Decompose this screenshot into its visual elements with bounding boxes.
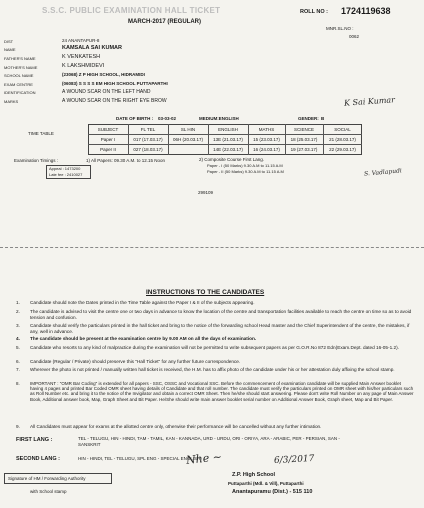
mnr-number: 0062 (349, 34, 360, 39)
officer-signature: S. Vadlapudi (363, 167, 403, 178)
timetable-header: SOCIAL (334, 127, 351, 132)
name-value: KAMSALA SAI KUMAR (62, 45, 122, 51)
marks-label: MARKS (4, 99, 19, 104)
name-label: NAME (4, 47, 16, 52)
timetable-cell: 19 (27.03.17) (290, 147, 318, 152)
roll-label: ROLL NO : (300, 9, 329, 15)
timetable-header: MATHS (258, 127, 275, 132)
timetable-paper: Paper II (100, 147, 116, 152)
timetable-label: TIME TABLE (28, 131, 54, 136)
father-label: FATHER'S NAME (4, 56, 36, 61)
first-lang-label: FIRST LANG : (16, 437, 53, 443)
timetable-cell: 18 (25.03.17) (290, 137, 318, 142)
timings-option2-paper1: Paper - I (50 Marks) 9.30 A.M to 11.15 A.M (207, 163, 283, 168)
timings-option2: 2) Composite Course First Lang. (199, 157, 265, 162)
school-label: SCHOOL NAME (4, 73, 34, 78)
timetable-header: SL HIN (180, 127, 196, 132)
roll-number: 1724119638 (341, 6, 391, 16)
timetable-header: ENGLISH (218, 127, 238, 132)
father-value: K VENKATESH (62, 54, 101, 60)
timings-option2-paper2: Paper - II (50 Marks) 9.30 A.M to 11.15 A.M (207, 169, 284, 174)
timetable-cell: 22 (29.03.17) (329, 147, 356, 152)
timetable-cell: 13E (21.03.17) (213, 137, 243, 142)
mother-label: MOTHER'S NAME (4, 65, 38, 70)
timetable-cell: 16 (24.03.17) (253, 147, 280, 152)
dob-label: DATE OF BIRTH : (116, 116, 154, 121)
appeal-line1: Appeal : 1473200 (49, 166, 81, 171)
timetable-cell: 06H (20.03.17) (172, 137, 204, 142)
timetable-header: SUBJECT (97, 127, 119, 132)
instruction-item: 2. The candidate is advised to visit the centre one or two days in advance to know the location of the centre and transportation facilities available to reach the centre on time so as to avoid tension and confusion. (16, 309, 412, 320)
centre-value: (06083) S S S S EM HIGH SCHOOL PUTTAPARTHI (62, 81, 168, 86)
instruction-item: 1. Candidate should note the Dates printed in the Time Table against the Paper I & II of the subjects appearing. (16, 300, 255, 305)
timetable-cell: 027 (18.03.17) (133, 147, 163, 152)
instruction-item: 6. Candidate (Regular / Private) should preserve this "Hall Ticket" for any further future correspondence. (16, 359, 241, 364)
timetable-header: FL TEL (140, 127, 156, 132)
hm-signature: Nhe ~ (185, 450, 223, 467)
handwritten-date: 6/3/2017 (273, 453, 315, 467)
marks-value: A WOUND SCAR ON THE RIGHT EYE BROW (62, 98, 167, 104)
identification-label: IDENTIFICATION (4, 90, 36, 95)
first-lang-value: TEL - TELUGU, HIN - HINDI, TAM - TAMIL, KAN - KANNADA, URD - URDU, ORI - ORIYA, ARA - ARABIC, PER - PERSIAN, SAN - SANSKRIT (78, 436, 340, 447)
timings-option1: 1) All Papers: 09.30 A.M. to 12.15 Noon (86, 158, 166, 163)
identification-value: A WOUND SCAR ON THE LEFT HAND (62, 89, 151, 95)
candidate-signature: K Sai Kumar (343, 95, 396, 108)
timetable-cell: 017 (17.03.17) (133, 137, 163, 142)
instruction-item: 9. All Candidates must appear for exams at the allotted centre only, otherwise their performance will be cancelled without any further intimation. (16, 424, 322, 429)
second-lang-label: SECOND LANG : (16, 456, 60, 462)
medium-label: MEDIUM:ENGLISH (199, 116, 239, 121)
mnr-label: MNR.SL.NO : (326, 26, 354, 31)
timetable-cell: 21 (28.03.17) (329, 137, 356, 142)
faded-header-title: S.S.C. PUBLIC EXAMINATION HALL TICKET (42, 6, 221, 15)
instruction-item: 8. IMPORTANT : "OMR Bar Coding" is extended for all papers - SSC, OSSC and Vocational SSC. Before the commencement of examination candidate will be supplied Main Answer booklet having 4 pages and printed Bar Coded OMR sheet having details of Candidate and that roll number. The candidate must verify the particulars printed on OMR sheet with his/her particulars such as Roll Number etc. and bring it to the notice of the Invigilator and obtain a correct OMR Sheet. Then he/she should start answering. Please don't write Roll Number on any page of Main Answer Book, Additional answer book, Map, Graph Sheet and Bit Paper. He/She should write main answer booklet serial number on Additional Answer Book, Graph sheet, Map and Bit Paper. (16, 381, 414, 402)
appeal-line2: Late fee : 2410027 (49, 172, 83, 177)
centre-label: EXAM CENTRE (4, 82, 33, 87)
dist-value: 24 ANANTAPUR-8 (62, 38, 100, 43)
tear-line (0, 247, 424, 248)
barcode-number: 299109 (198, 190, 214, 195)
instruction-item: 4. The candidate should be present at the examination centre by 9.00 AM on all the days of examination. (16, 336, 257, 341)
mother-value: K LAKSHMIDEVI (62, 63, 105, 69)
timings-label: Examination Timings : (14, 158, 59, 163)
stamp-line1: Z.P. High School (232, 472, 275, 478)
timetable-cell: 15 (23.03.17) (253, 137, 280, 142)
signature-label: Signature of HM / Forwarding Authority (8, 476, 86, 481)
timetable-paper: Paper I (100, 137, 116, 142)
instructions-title: INSTRUCTIONS TO THE CANDIDATES (146, 289, 265, 296)
dist-label: DIST (4, 39, 14, 44)
stamp-line3: Anantapuramu (Dist.) - 515 110 (232, 489, 313, 495)
timetable-header: SCIENCE (293, 127, 314, 132)
instruction-item: 5. Candidate who resorts to any kind of malpractice during the examination will not be permitted to write subsequent papers as per G.O.R.No 872 Edn(Exam.Dept. dated 16-05-1.2). (16, 345, 399, 350)
exam-session: MARCH-2017 (REGULAR) (128, 19, 202, 25)
school-stamp-label: with School stamp (30, 489, 67, 494)
instruction-item: 7. Wherever the photo is not printed / manually written hall ticket is received, the H.M. has to affix photo of the candidate under his or her attestation duly affixing the school stamp. (16, 367, 395, 372)
instruction-item: 3. Candidate should verify the particulars printed in the hall ticket and bring to the notice of the forwarding school Head master and the Chief Superintendent of the centre, the mistakes, if any, well in advance. (16, 323, 410, 334)
gender-label: GENDER: (298, 116, 319, 121)
school-value: (23068) Z P HIGH SCHOOL, HIDRAMIDI (62, 72, 145, 77)
stamp-line2: Puttaparthi (Mdl. & Vill), Puttaparthi (228, 481, 304, 486)
dob-value: 03-03-02 (158, 116, 177, 121)
second-lang-value: HIN - HINDI, TEL - TELUGU, SPL ENG - SPECIAL ENGLISH (78, 456, 201, 461)
timetable-cell: 14E (22.03.17) (213, 147, 243, 152)
gender-value: B (321, 116, 325, 121)
